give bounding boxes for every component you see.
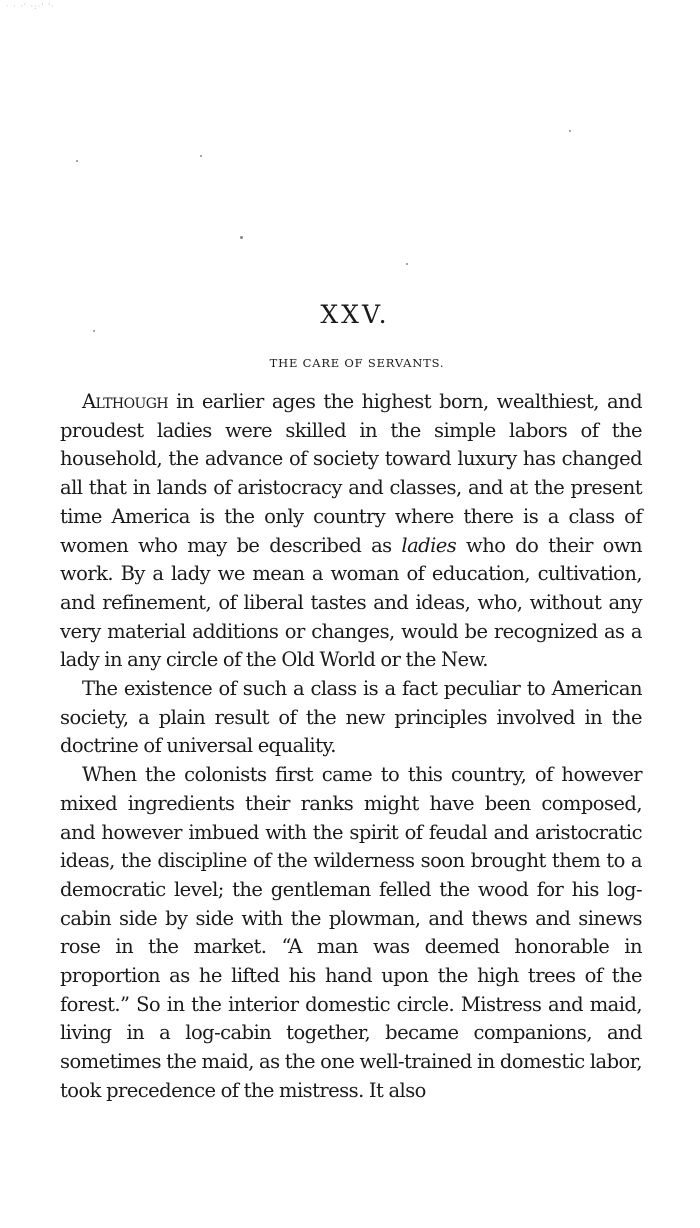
chapter-number: XXV.: [320, 300, 390, 329]
chapter-title: THE CARE OF SERVANTS.: [269, 356, 445, 370]
paragraph: The existence of such a class is a fact peculiar to American society, a plain result of the new principles involved in the doctrine of universal equality.: [60, 677, 642, 758]
speck: [406, 263, 408, 265]
paragraph: When the colonists first came to this country, of however mixed ingredients their ranks might have been composed, and however imbued with the spirit of feudal and aristocratic ideas, the discipline of the wilderness soon brought them to a democratic level; the gentleman felled the wood for his log-cabin side by side with the plowman, and thews and sinews rose in the market. “A man was deemed honorable in proportion as he lifted his hand upon the high trees of the forest.” So in the interior domestic circle. Mistress and maid, living in a log-cabin together, became companions, and sometimes the maid, as the one well-trained in domestic labor, took precedence of the mistress. It also: [60, 763, 642, 1102]
paragraph-text: in earlier ages the highest born, wealthiest, and proudest ladies were skilled in the simple labors of the household, the advance of society toward luxury has changed all that in lands of aristocracy and classes, and at the present time America is the only country where there is a class of women who may be described as: [60, 390, 642, 557]
corner-smudge: · · ·' ·:·' '·: [6, 2, 55, 11]
paragraph-text: who do their own work. By a lady we mean a woman of education, cultivation, and refinement, of liberal tastes and ideas, who, without any very material additions or changes, would be recognized as a lady in any circle of the Old World or the New.: [60, 533, 642, 672]
italic-word: ladies: [401, 533, 457, 557]
lead-word: Although: [82, 390, 169, 413]
paragraph: [60, 388, 642, 675]
body-text: [60, 388, 642, 1106]
speck: [240, 236, 243, 239]
speck: [569, 130, 571, 132]
speck: [93, 330, 95, 332]
speck: [200, 155, 202, 157]
speck: [76, 160, 78, 162]
